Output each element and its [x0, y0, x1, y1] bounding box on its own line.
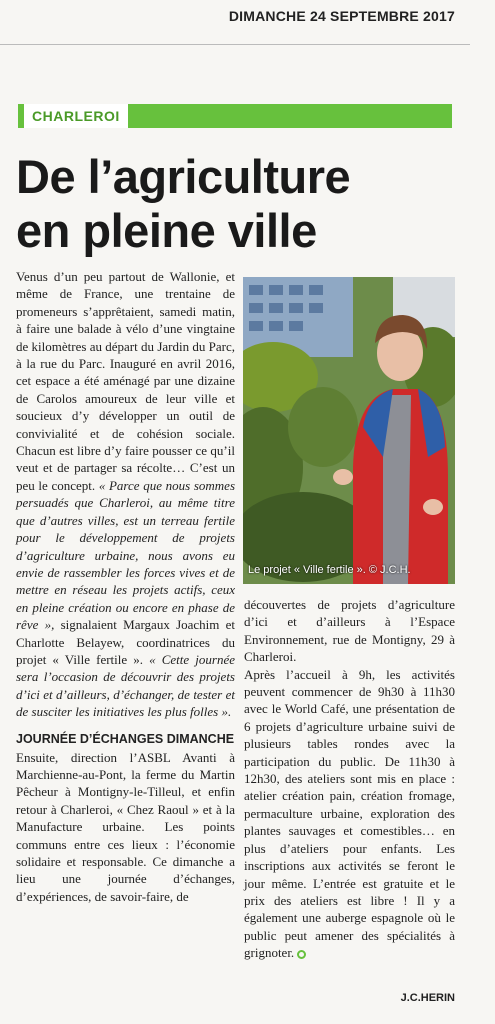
- header-rule: [0, 44, 470, 45]
- attribution-text: signalaient Margaux Joachim et Charlotte Belayew, coordinatrices du projet « Ville fertile ».: [16, 617, 235, 667]
- col2-paragraph-2-text: Après l’accueil à 9h, les activités peuvent commencer de 9h30 à 11h30 avec le World Café, une présentation de 6 projets d’agriculture urbaine suivi de plusieurs tables rondes avec la participation du public. De 11h30 à 12h30, des ateliers sont mis en place : atelier création pain, création fromage, permaculture urbaine, exploration des plantes sauvages et comestibles… en plus d’ateliers pour enfants. Les inscriptions aux activités se feront le jour même. L’entrée est gratuite et le prix des ateliers est libre ! Il y a également une auberge espagnole où le public peut amener des spécialités à grignoter.: [244, 666, 455, 961]
- quote-1: « Parce que nous sommes persuadés que Charleroi, au même titre que d’autres villes, est un terreau fertile pour le développement de projets d’agriculture urbaine, nous avons eu envie de rassembler les forces vives et de mettre en réseau les projets actifs, ceux en pleine création ou encore en phase de rêve »,: [16, 477, 236, 633]
- subheading: JOURNÉE D’ÉCHANGES DIMANCHE: [16, 731, 235, 746]
- quote-2: « Cette journée sera l’occasion de découvrir des projets d’ici et d’ailleurs, d’échanger, de tester et de susciter les initiatives les plus folles ».: [16, 651, 235, 720]
- col2-paragraph-2: [244, 666, 455, 962]
- article-column-2: [244, 596, 455, 962]
- photo-illustration: [243, 277, 455, 584]
- after-subhead-paragraph: Ensuite, direction l’ASBL Avanti à Marchienne-au-Pont, la ferme du Martin Pêcheur à Montigny-le-Tilleul, et enfin retour à Charleroi, « Chez Raoul » et à la Manufacture urbaine. Les points communs entre ces lieux : l’économie solidaire et responsable. Ce dimanche a lieu une journée d’échanges, d’expériences, de savoir-faire, de: [16, 749, 235, 904]
- byline: J.C.HERIN: [400, 992, 455, 1004]
- photo-caption: Le projet « Ville fertile ». © J.C.H.: [248, 564, 411, 576]
- article-photo: [243, 277, 455, 584]
- headline: [16, 150, 456, 258]
- headline-line-2: en pleine ville: [16, 204, 317, 257]
- intro-text: Venus d’un peu partout de Wallonie, et même de France, une trentaine de promeneurs s’apprêtaient, samedi matin, à faire une balade à vélo d’une vingtaine de kilomètres au départ du Jardin du Parc, à la rue du Parc. Inauguré en avril 2016, cet espace a été aménagé par une dizaine de Carolos amoureux de leur ville et soucieux d’y développer un outil de convivialité et de cohésion sociale. Chacun est libre d’y faire pousser ce qu’il veut et de partager sa récolte… C’est un peu le concept.: [16, 269, 235, 493]
- headline-line-1: De l’agriculture: [16, 150, 351, 203]
- section-label: CHARLEROI: [22, 104, 128, 128]
- intro-paragraph: [16, 268, 235, 721]
- article-column-1: [16, 268, 235, 905]
- end-of-article-icon: [297, 950, 306, 959]
- issue-date: DIMANCHE 24 SEPTEMBRE 2017: [228, 8, 455, 24]
- col2-paragraph-1: découvertes de projets d’agriculture d’ici et d’ailleurs à l’Espace Environnement, rue de Montigny, 29 à Charleroi.: [244, 597, 455, 665]
